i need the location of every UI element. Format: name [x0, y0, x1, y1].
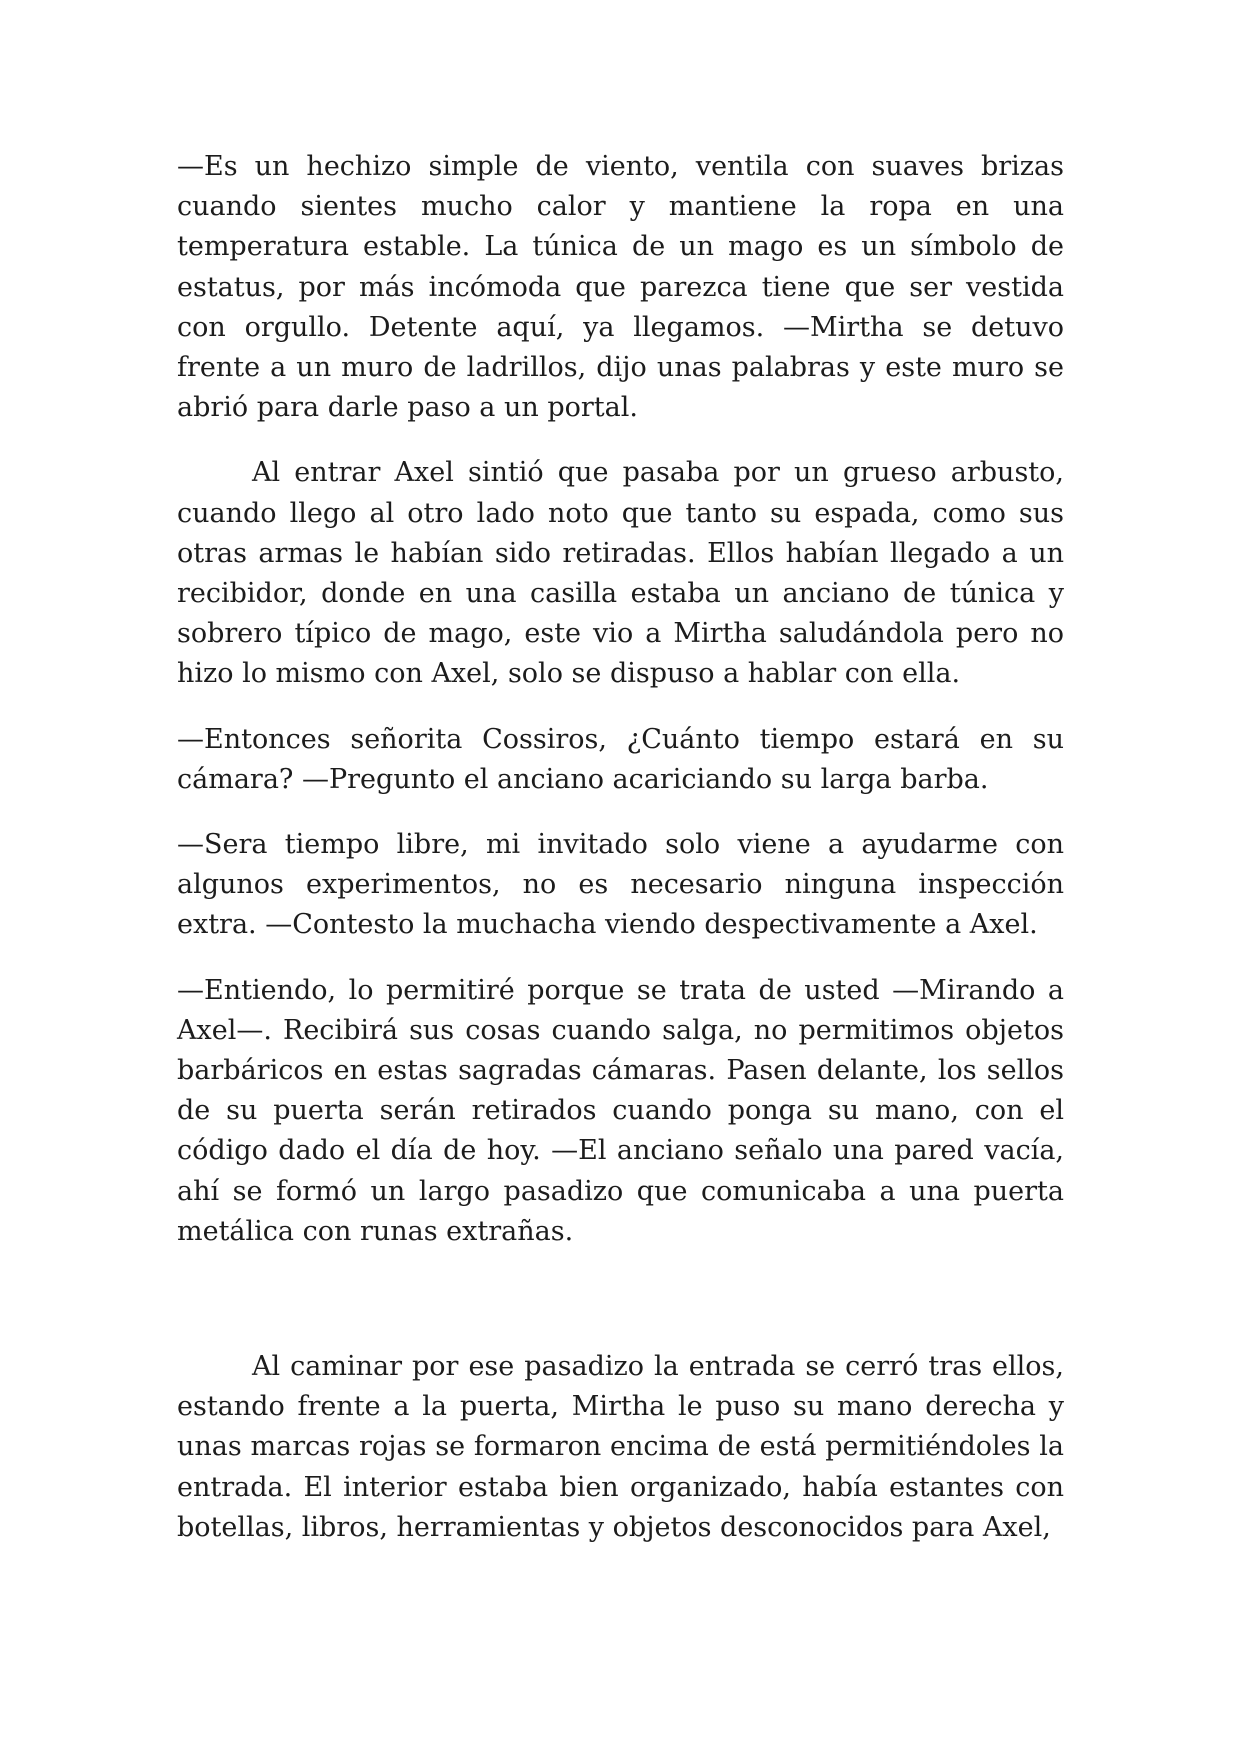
document-page [177, 147, 1064, 1573]
paragraph-5: —Entiendo, lo permitiré porque se trata de usted —Mirando a Axel—. Recibirá sus cosas cuando salga, no permitimos objetos barbáricos en estas sagradas cámaras. Pasen delante, los sellos de su puerta serán retirados cuando ponga su mano, con el código dado el día de hoy. —El anciano señalo una pared vacía, ahí se formó un largo pasadizo que comunicaba a una puerta metálica con runas extrañas. [177, 974, 1064, 1247]
paragraph-2: Al entrar Axel sintió que pasaba por un grueso arbusto, cuando llego al otro lado noto que tanto su espada, como sus otras armas le habían sido retiradas. Ellos habían llegado a un recibidor, donde en una casilla estaba un anciano de túnica y sobrero típico de mago, este vio a Mirtha saludándola pero no hizo lo mismo con Axel, solo se dispuso a hablar con ella. [177, 457, 1064, 690]
paragraph-1: —Es un hechizo simple de viento, ventila con suaves brizas cuando sientes mucho calor y mantiene la ropa en una temperatura estable. La túnica de un mago es un símbolo de estatus, por más incómoda que parezca tiene que ser vestida con orgullo. Detente aquí, ya llegamos. —Mirtha se detuvo frente a un muro de ladrillos, dijo unas palabras y este muro se abrió para darle paso a un portal. [177, 151, 1064, 424]
paragraph-4: —Sera tiempo libre, mi invitado solo viene a ayudarme con algunos experimentos, no es necesario ninguna inspección extra. —Contesto la muchacha viendo despectivamente a Axel. [177, 829, 1064, 941]
paragraph-3: —Entonces señorita Cossiros, ¿Cuánto tiempo estará en su cámara? —Pregunto el anciano acariciando su larga barba. [177, 723, 1064, 795]
paragraph-6: Al caminar por ese pasadizo la entrada se cerró tras ellos, estando frente a la puerta, Mirtha le puso su mano derecha y unas marcas rojas se formaron encima de está permitiéndoles la entrada. El interior estaba bien organizado, había estantes con botellas, libros, herramientas y objetos desconocidos para Axel, [177, 1351, 1064, 1543]
